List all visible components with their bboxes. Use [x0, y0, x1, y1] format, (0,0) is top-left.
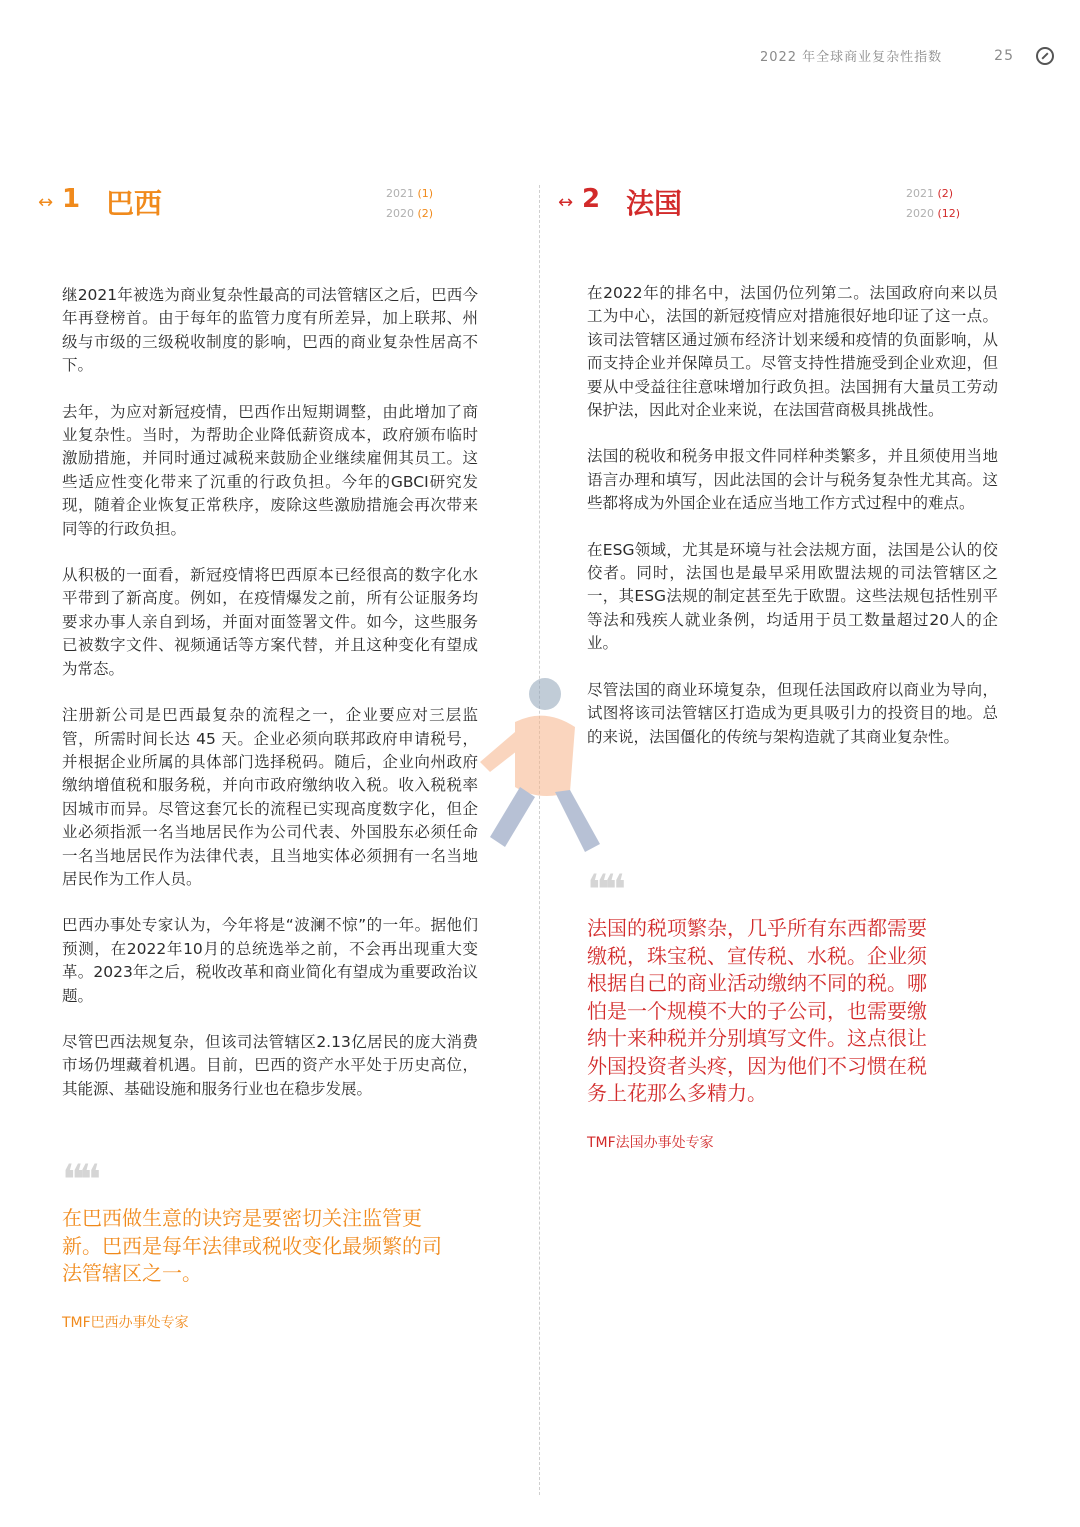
- brazil-body: [62, 284, 478, 1101]
- quote-attribution: TMF巴西办事处专家: [62, 1314, 189, 1331]
- quote-mark-icon: ❝❝: [62, 1155, 96, 1204]
- paragraph: 巴西办事处专家认为，今年将是“波澜不惊”的一年。据他们预测，在2022年10月的总统选举之前，不会再出现重大变革。2023年之后，税收改革和商业简化有望成为重要政治议题。: [62, 916, 478, 1005]
- quote-mark-icon: ❝❝: [587, 865, 621, 914]
- brazil-name: 巴西: [106, 187, 163, 220]
- france-name: 法国: [626, 187, 683, 220]
- france-previous-ranks: [906, 184, 960, 224]
- quote-text: 法国的税项繁杂，几乎所有东西都需要缴税，珠宝税、宣传税、水税。企业须根据自己的商业活动缴纳不同的税。哪怕是一个规模不大的子公司，也需要缴纳十来种税并分别填写文件。这点很让外国投资者头疼，因为他们不习惯在税务上花那么多精力。: [587, 916, 927, 1105]
- paragraph: 继2021年被选为商业复杂性最高的司法管辖区之后，巴西今年再登榜首。由于每年的监管力度有所差异，加上联邦、州级与市级的三级税收制度的影响，巴西的商业复杂性居高不下。: [62, 286, 478, 375]
- prev-year: 2021: [906, 187, 934, 200]
- brazil-rank: 1: [62, 184, 81, 214]
- prev-year: 2021: [386, 187, 414, 200]
- paragraph: 去年，为应对新冠疫情，巴西作出短期调整，由此增加了商业复杂性。当时，为帮助企业降低薪资成本，政府颁布临时激励措施，并同时通过减税来鼓励企业继续雇佣其员工。这些适应性变化带来了沉重的行政负担。今年的GBCI研究发现，随着企业恢复正常秩序，废除这些激励措施会再次带来同等的行政负担。: [62, 402, 478, 538]
- quote-attribution: TMF法国办事处专家: [587, 1134, 714, 1151]
- prev-rank: (1): [417, 187, 434, 200]
- prev-rank: (12): [937, 207, 961, 220]
- prev-year: 2020: [386, 207, 414, 220]
- paragraph: 在2022年的排名中，法国仍位列第二。法国政府向来以员工为中心，法国的新冠疫情应对措施很好地印证了这一点。该司法管辖区通过颁布经济计划来缓和疫情的负面影响，从而支持企业并保障员工。尽管支持性措施受到企业欢迎，但要从中受益往往意味增加行政负担。法国拥有大量员工劳动保护法，因此对企业来说，在法国营商极具挑战性。: [587, 284, 998, 420]
- report-title: 2022 年全球商业复杂性指数: [759, 50, 943, 65]
- paragraph: 注册新公司是巴西最复杂的流程之一，企业要应对三层监管，所需时间长达 45 天。企业必须向联邦政府申请税号，并根据企业所属的具体部门选择税码。随后，企业向州政府缴纳增值税和服务税，并向市政府缴纳收入税。收入税税率因城市而异。尽管这套冗长的流程已实现高度数字化，但企业必须指派一名当地居民作为公司代表、外国股东必须任命一名当地居民作为法律代表，且当地实体必须拥有一名当地居民作为工作人员。: [62, 706, 478, 888]
- page-number: 25: [994, 47, 1014, 64]
- france-pull-quote: [587, 865, 927, 1152]
- france-title-row: [558, 180, 998, 260]
- quote-text: 在巴西做生意的诀窍是要密切关注监管更新。巴西是每年法律或税收变化最频繁的司法管辖区之一。: [62, 1206, 442, 1285]
- rank-change-arrow-icon: ↔: [558, 192, 574, 213]
- brazil-title-row: [38, 180, 478, 260]
- france-rank: 2: [582, 184, 601, 214]
- brazil-previous-ranks: [386, 184, 433, 224]
- paragraph: 法国的税收和税务申报文件同样种类繁多，并且须使用当地语言办理和填写，因此法国的会计与税务复杂性尤其高。这些都将成为外国企业在适应当地工作方式过程中的难点。: [587, 447, 998, 513]
- paragraph: 尽管法国的商业环境复杂，但现任法国政府以商业为导向，试图将该司法管辖区打造成为更具吸引力的投资目的地。总的来说，法国僵化的传统与架构造就了其商业复杂性。: [587, 680, 998, 746]
- prev-year: 2020: [906, 207, 934, 220]
- france-body: [587, 282, 998, 749]
- brazil-pull-quote: [62, 1155, 452, 1332]
- paragraph: 从积极的一面看，新冠疫情将巴西原本已经很高的数字化水平带到了新高度。例如，在疫情爆发之前，所有公证服务均要求办事人亲自到场，并面对面签署文件。如今，这些服务已被数字文件、视频通话等方案代替，并且这种变化有望成为常态。: [62, 566, 478, 678]
- france-section: [558, 180, 998, 1151]
- paragraph: 在ESG领域，尤其是环境与社会法规方面，法国是公认的佼佼者。同时，法国也是最早采用欧盟法规的司法管辖区之一，其ESG法规的制定甚至先于欧盟。这些法规包括性别平等法和残疾人就业条例，均适用于员工数量超过20人的企业。: [587, 540, 998, 653]
- prev-rank: (2): [417, 207, 434, 220]
- paragraph: 尽管巴西法规复杂，但该司法管辖区2.13亿居民的庞大消费市场仍埋藏着机遇。目前，巴西的资产水平处于历史高位，其能源、基础设施和服务行业也在稳步发展。: [62, 1032, 478, 1098]
- brazil-section: [38, 180, 478, 1331]
- prev-rank: (2): [937, 187, 954, 200]
- page-header: [760, 46, 1054, 65]
- compass-logo-icon: [1036, 47, 1054, 65]
- rank-change-arrow-icon: ↔: [38, 192, 54, 213]
